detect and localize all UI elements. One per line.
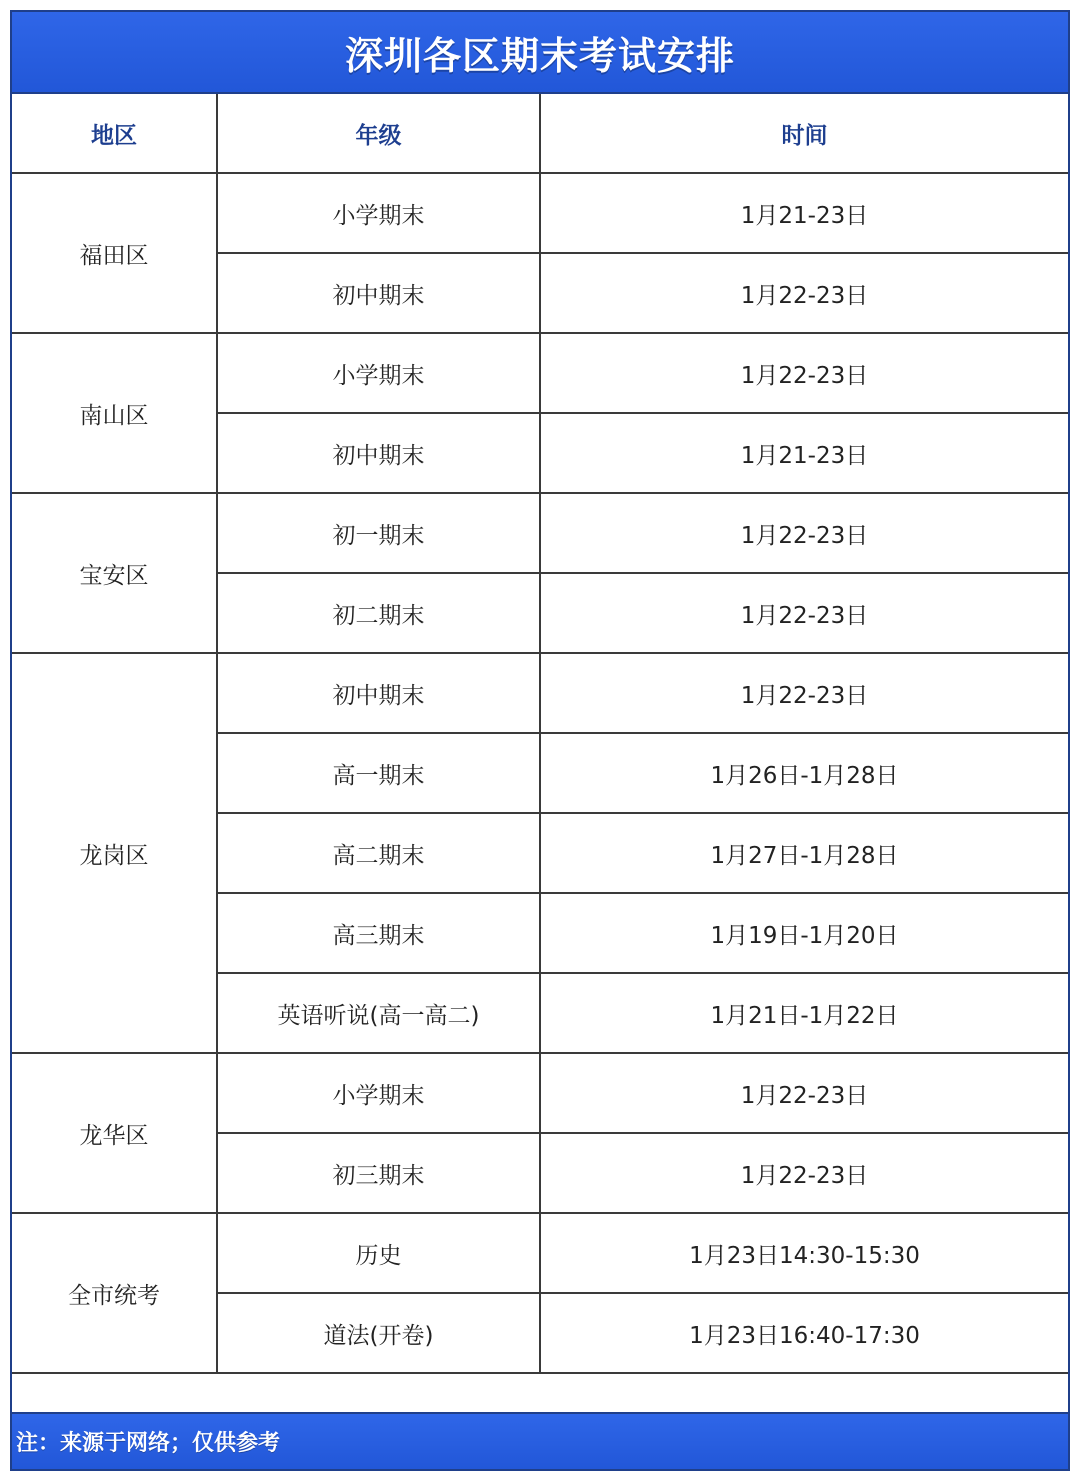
grade-cell: 小学期末: [217, 333, 540, 413]
region-cell: 龙华区: [12, 1053, 217, 1213]
schedule-sheet: [10, 10, 1070, 1471]
time-cell: 1月19日-1月20日: [540, 893, 1068, 973]
column-header-time: 时间: [540, 94, 1068, 173]
grade-cell: 英语听说(高一高二): [217, 973, 540, 1053]
grade-cell: 小学期末: [217, 1053, 540, 1133]
table-row: [12, 1053, 1068, 1133]
time-cell: 1月22-23日: [540, 253, 1068, 333]
region-cell: 宝安区: [12, 493, 217, 653]
grade-cell: 初中期末: [217, 413, 540, 493]
column-header-grade: 年级: [217, 94, 540, 173]
page-title: 深圳各区期末考试安排: [12, 12, 1068, 94]
time-cell: 1月21日-1月22日: [540, 973, 1068, 1053]
grade-cell: 初中期末: [217, 253, 540, 333]
table-row: [12, 493, 1068, 573]
time-cell: 1月22-23日: [540, 653, 1068, 733]
grade-cell: 高二期末: [217, 813, 540, 893]
region-cell: 龙岗区: [12, 653, 217, 1053]
grade-cell: 高一期末: [217, 733, 540, 813]
grade-cell: 初一期末: [217, 493, 540, 573]
time-cell: 1月22-23日: [540, 333, 1068, 413]
time-cell: 1月22-23日: [540, 1053, 1068, 1133]
time-cell: 1月21-23日: [540, 413, 1068, 493]
grade-cell: 初中期末: [217, 653, 540, 733]
time-cell: 1月26日-1月28日: [540, 733, 1068, 813]
grade-cell: 历史: [217, 1213, 540, 1293]
table-row: [12, 653, 1068, 733]
time-cell: 1月27日-1月28日: [540, 813, 1068, 893]
grade-cell: 初二期末: [217, 573, 540, 653]
grade-cell: 高三期末: [217, 893, 540, 973]
time-cell: 1月23日14:30-15:30: [540, 1213, 1068, 1293]
table-row: [12, 173, 1068, 253]
schedule-table: [12, 94, 1068, 1374]
time-cell: 1月22-23日: [540, 573, 1068, 653]
column-header-region: 地区: [12, 94, 217, 173]
region-cell: 全市统考: [12, 1213, 217, 1373]
source-note: 注：来源于网络；仅供参考: [12, 1412, 1068, 1469]
region-cell: 南山区: [12, 333, 217, 493]
table-row: [12, 333, 1068, 413]
grade-cell: 初三期末: [217, 1133, 540, 1213]
grade-cell: 道法(开卷): [217, 1293, 540, 1373]
time-cell: 1月21-23日: [540, 173, 1068, 253]
time-cell: 1月23日16:40-17:30: [540, 1293, 1068, 1373]
time-cell: 1月22-23日: [540, 1133, 1068, 1213]
table-row: [12, 1213, 1068, 1293]
time-cell: 1月22-23日: [540, 493, 1068, 573]
grade-cell: 小学期末: [217, 173, 540, 253]
region-cell: 福田区: [12, 173, 217, 333]
table-header-row: [12, 94, 1068, 173]
